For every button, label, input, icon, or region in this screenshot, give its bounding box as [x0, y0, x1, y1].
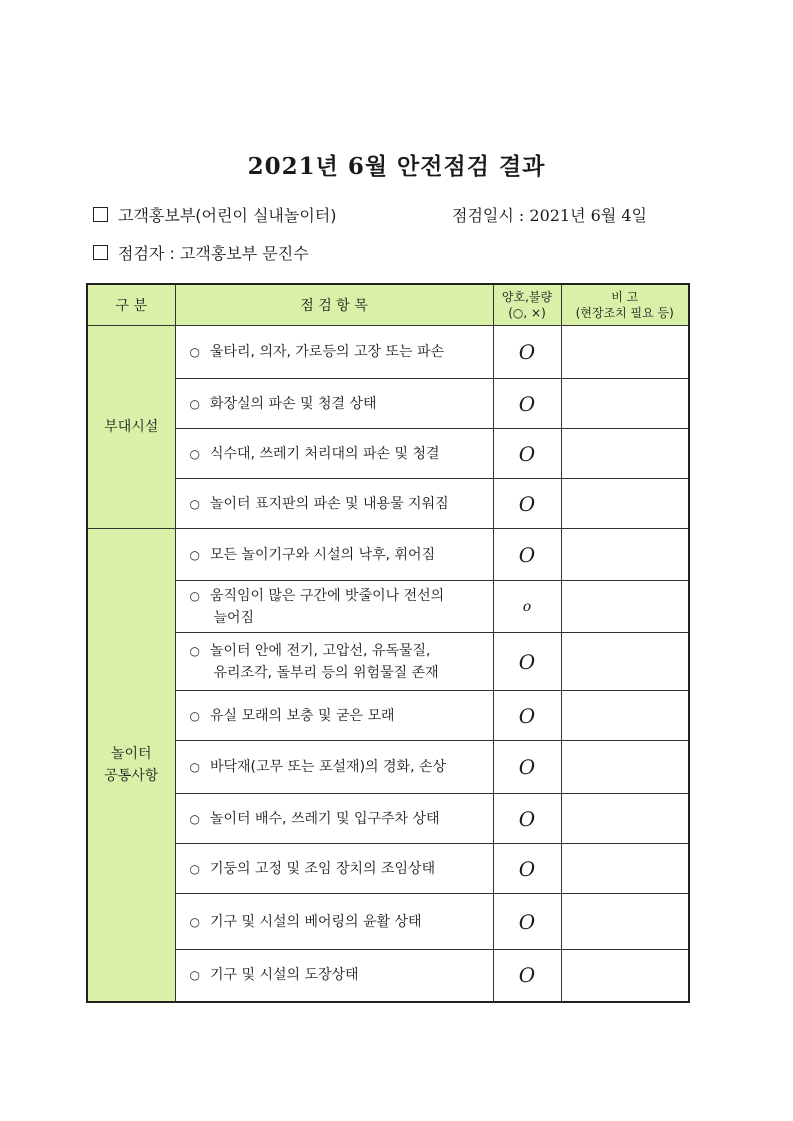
item-cell: [175, 794, 493, 844]
item-text: 기구 및 시설의 도장상태: [209, 967, 359, 984]
status-mark: O: [493, 429, 561, 479]
item-cell: [175, 379, 493, 429]
item-text: 모든 놀이기구와 시설의 낙후, 휘어짐: [209, 546, 436, 563]
item-text: 놀이터 배수, 쓰레기 및 입구주차 상태: [209, 810, 440, 827]
checkbox-icon: [93, 207, 108, 222]
status-mark: O: [493, 479, 561, 529]
item-text: 울타리, 의자, 가로등의 고장 또는 파손: [209, 344, 444, 360]
table-row: [87, 741, 689, 794]
item-text: 기구 및 시설의 베어링의 윤활 상태: [209, 913, 422, 930]
item-text: 움직임이 많은 구간에 밧줄이나 전선의: [209, 587, 445, 604]
category-label-line2: 공통사항: [104, 767, 159, 784]
bullet-icon: ○: [189, 643, 200, 658]
table-row: [87, 950, 689, 1002]
item-cell: [175, 741, 493, 794]
item-cell: [175, 894, 493, 950]
item-cell: [175, 326, 493, 379]
table-row: [87, 581, 689, 633]
item-text: 화장실의 파손 및 청결 상태: [209, 395, 377, 412]
status-mark: O: [493, 633, 561, 691]
bullet-icon: ○: [189, 588, 200, 603]
bullet-icon: ○: [189, 496, 200, 511]
remarks-cell: [561, 429, 689, 479]
header-remarks-line2: (현장조치 필요 등): [575, 306, 674, 320]
item-cell: [175, 691, 493, 741]
status-mark: O: [493, 529, 561, 581]
item-cell: [175, 844, 493, 894]
inspection-date: 점검일시 : 2021년 6월 4일: [452, 206, 648, 225]
header-item: 점 검 항 목: [175, 284, 493, 326]
remarks-cell: [561, 691, 689, 741]
table-row: [87, 794, 689, 844]
bullet-icon: ○: [189, 968, 200, 983]
page-title: 2021년 6월 안전점검 결과: [247, 153, 546, 180]
category-label-line1: 놀이터: [110, 745, 152, 762]
remarks-cell: [561, 379, 689, 429]
table-row: [87, 691, 689, 741]
item-text: 식수대, 쓰레기 처리대의 파손 및 청결: [209, 445, 440, 462]
header-status-line1: 양호,불량: [501, 290, 553, 304]
bullet-icon: ○: [189, 708, 200, 723]
remarks-cell: [561, 479, 689, 529]
category-cell: [87, 529, 175, 1002]
bullet-icon: ○: [189, 345, 200, 359]
header-category: 구 분: [87, 284, 175, 326]
item-text: 놀이터 안에 전기, 고압선, 유독물질,: [209, 642, 431, 659]
header-status: [493, 284, 561, 326]
status-mark: O: [493, 794, 561, 844]
inspector-line: [93, 241, 309, 264]
table-row: [87, 429, 689, 479]
status-mark: O: [493, 379, 561, 429]
item-cell: [175, 479, 493, 529]
item-cell: [175, 529, 493, 581]
category-cell: [87, 326, 175, 529]
item-text: 유실 모래의 보충 및 굳은 모래: [209, 707, 395, 724]
department-line: [93, 203, 337, 226]
status-mark: o: [493, 581, 561, 633]
remarks-cell: [561, 844, 689, 894]
status-mark: O: [493, 950, 561, 1002]
status-mark: O: [493, 741, 561, 794]
bullet-icon: ○: [189, 811, 200, 826]
header-remarks: [561, 284, 689, 326]
status-mark: O: [493, 894, 561, 950]
remarks-cell: [561, 894, 689, 950]
remarks-cell: [561, 741, 689, 794]
table-row: [87, 479, 689, 529]
remarks-cell: [561, 326, 689, 379]
bullet-icon: ○: [189, 914, 200, 929]
item-text: 바닥재(고무 또는 포설재)의 경화, 손상: [209, 759, 447, 775]
remarks-cell: [561, 581, 689, 633]
item-text: 놀이터 표지판의 파손 및 내용물 지워짐: [209, 495, 449, 512]
bullet-icon: ○: [189, 547, 200, 562]
table-row: [87, 894, 689, 950]
bullet-icon: ○: [189, 446, 200, 461]
table-row: [87, 326, 689, 379]
status-mark: O: [493, 844, 561, 894]
item-cell: [175, 950, 493, 1002]
remarks-cell: [561, 950, 689, 1002]
category-label: 부대시설: [104, 419, 159, 435]
bullet-icon: ○: [189, 861, 200, 876]
item-text: 기둥의 고정 및 조임 장치의 조임상태: [209, 860, 436, 877]
department-text: 고객홍보부(어린이 실내놀이터): [118, 206, 337, 225]
table-row: [87, 844, 689, 894]
table-row: [87, 529, 689, 581]
remarks-cell: [561, 529, 689, 581]
status-mark: O: [493, 691, 561, 741]
remarks-cell: [561, 633, 689, 691]
inspection-table: [86, 283, 690, 1003]
item-cell: [175, 633, 493, 691]
bullet-icon: ○: [189, 396, 200, 411]
inspector-text: 점검자 : 고객홍보부 문진수: [118, 244, 309, 263]
table-row: [87, 379, 689, 429]
item-cell: [175, 429, 493, 479]
bullet-icon: ○: [189, 760, 200, 774]
header-remarks-line1: 비 고: [611, 290, 639, 304]
item-text-line2: 유리조각, 돌부리 등의 위험물질 존재: [213, 664, 439, 681]
item-cell: [175, 581, 493, 633]
status-mark: O: [493, 326, 561, 379]
remarks-cell: [561, 794, 689, 844]
header-status-line2: (○, ×): [508, 306, 546, 320]
checkbox-icon: [93, 245, 108, 260]
table-row: [87, 633, 689, 691]
table-header-row: [87, 284, 689, 326]
item-text-line2: 늘어짐: [213, 609, 255, 626]
